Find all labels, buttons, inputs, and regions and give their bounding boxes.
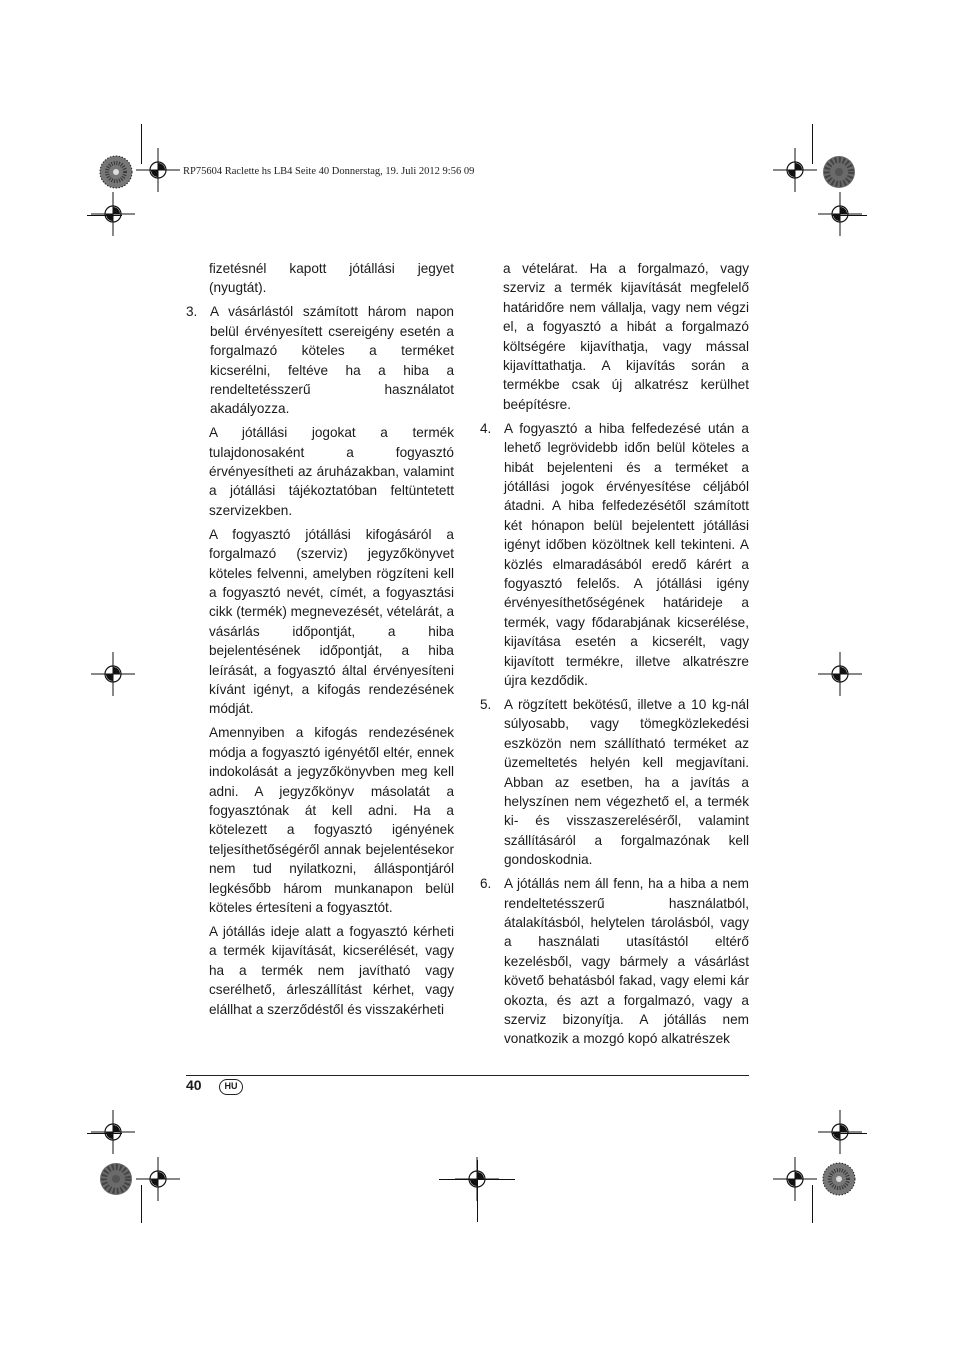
- print-slug-header: RP75604 Raclette hs LB4 Seite 40 Donnerstag, 19. Juli 2012 9:56 09: [183, 166, 475, 177]
- crop-mark: [832, 1133, 867, 1134]
- list-item-number: 3.: [186, 304, 198, 320]
- continued-paragraph: a vételárat. Ha a forgalmazó, vagy szerviz a termék kijavítását megfelelő határidőre nem vállalja, vagy nem végzi el, a fogyasztó a hibát a forgalmazó költségére kijavíthatja, vagy mással kijavíttathatja. A kijavítás során a termékbe csak új alkatrész kerülhet beépítésre.: [503, 261, 749, 412]
- language-badge: HU: [219, 1079, 243, 1095]
- page-number: 40: [186, 1077, 202, 1093]
- list-item-number: 6.: [480, 876, 492, 892]
- crop-mark: [87, 215, 122, 216]
- crop-mark: [141, 1185, 142, 1223]
- registration-crosshair-icon: [818, 192, 862, 236]
- list-item-text: A jótállás nem áll fenn, ha a hiba a nem rendeltetésszerű használatból, átalakításból, helytelen tárolásból, vagy a használati utasítástól eltérő kezelésből, vagy bármely a vásárlást követő behatásból fakad, vagy elemi kár okozta, és azt a forgalmazó, vagy a szerviz bizonyítja. A jótállás nem vonatkozik a mozgó kopó alkatrészek: [504, 876, 749, 1047]
- registration-crosshair-icon: [773, 148, 817, 192]
- color-wheel-icon: [822, 155, 856, 189]
- left-column: [186, 259, 454, 1023]
- crop-mark: [812, 124, 813, 164]
- list-item-3: [186, 302, 454, 418]
- list-item-number: 4.: [480, 420, 492, 436]
- list-item-number: 5.: [480, 696, 492, 712]
- registration-crosshair-icon: [91, 1110, 135, 1154]
- body-paragraph: A fogyasztó jótállási kifogásáról a forgalmazó (szerviz) jegyzőkönyvet köteles felvenni, amelyben rögzíteni kell a fogyasztó nevét, címét, a fogyasztási cikk (termék) megnevezését, vételárát, a vásárlás időpontját, a hiba bejelentésének időpontját, a hiba leírását, a fogyasztó által érvényesíteni kívánt igényt, a kifogás rendezésének módját.: [209, 526, 454, 717]
- crop-mark: [812, 1185, 813, 1223]
- registration-crosshair-icon: [818, 652, 862, 696]
- list-item-text: A vásárlástól számított három napon belül érvényesített csereigény esetén a forgalmazó köteles a terméket kicserélni, feltéve ha a hiba a rendeltetésszerű használatot akadályozza.: [210, 304, 454, 417]
- body-paragraph: Amennyiben a kifogás rendezésének módja a fogyasztó igényétől eltér, ennek indokolását a jegyzőkönyvben meg kell adni. A jegyzőkönyv másolatát a fogyasztónak át kell adni. Ha a kötelezett a fogyasztó igényének teljesíthetőségéről annak bejelentésekor nem tud nyilatkozni, álláspontjáról legkésőbb három munkanapon belül köteles értesíteni a fogyasztót.: [209, 725, 454, 915]
- list-item-text: A rögzített bekötésű, illetve a 10 kg-nál súlyosabb, vagy tömegközlekedési eszközön nem szállítható terméket az üzemeltetés helyén kell megjavítani. Abban az esetben, ha a javítás a helyszínen nem végezhető el, a termék ki- és visszaszereléséről, valamint szállításáról a forgalmazónak kell gondoskodnia.: [504, 696, 749, 868]
- registration-crosshair-icon: [818, 1110, 862, 1154]
- continued-paragraph: fizetésnél kapott jótállási jegyet (nyugtát).: [209, 261, 454, 296]
- registration-crosshair-icon: [91, 192, 135, 236]
- registration-crosshair-icon: [136, 148, 180, 192]
- body-paragraph: A jótállás ideje alatt a fogyasztó kérheti a termék kijavítását, kicserélését, vagy ha a termék nem javítható vagy cserélhető, árleszállítást kérhet, vagy elállhat a szerződéstől és visszakérheti: [209, 923, 454, 1017]
- crop-mark: [141, 124, 142, 164]
- color-wheel-icon: [822, 1162, 856, 1196]
- right-column: [480, 259, 749, 1053]
- crop-mark: [477, 1160, 478, 1222]
- list-item-text: A fogyasztó a hiba felfedezésé után a lehető legrövidebb időn belül köteles a hibát bejelenteni és a terméket a jótállási jogok érvényesítése céljából átadni. A hiba felfedezésétől számított két hónapon belül bejelentett jótállási igényt időben közöltnek kell tekinteni. A közlés elmaradásából eredő kárért a fogyasztó felelős. A jótállási igény érvényesíthetőségének határideje a termék, vagy fődarabjának kicserélése, kijavítása esetén a kicserélt, vagy kijavított termékre, illetve alkatrészre újra kezdődik.: [504, 420, 749, 689]
- crop-mark: [87, 1133, 122, 1134]
- body-paragraph: A jótállási jogokat a termék tulajdonosaként a fogyasztó érvényesítheti az áruházakban, valamint a jótállási tájékoztatóban feltüntetett szervizekben.: [209, 425, 454, 518]
- registration-crosshair-icon: [773, 1157, 817, 1201]
- registration-crosshair-icon: [91, 652, 135, 696]
- color-wheel-icon: [99, 155, 133, 189]
- list-item-4: [480, 419, 749, 691]
- registration-crosshair-icon: [136, 1157, 180, 1201]
- footer-divider: [186, 1075, 749, 1076]
- list-item-6: [480, 874, 749, 1049]
- list-item-5: [480, 695, 749, 870]
- crop-mark: [832, 215, 867, 216]
- color-wheel-icon: [99, 1162, 133, 1196]
